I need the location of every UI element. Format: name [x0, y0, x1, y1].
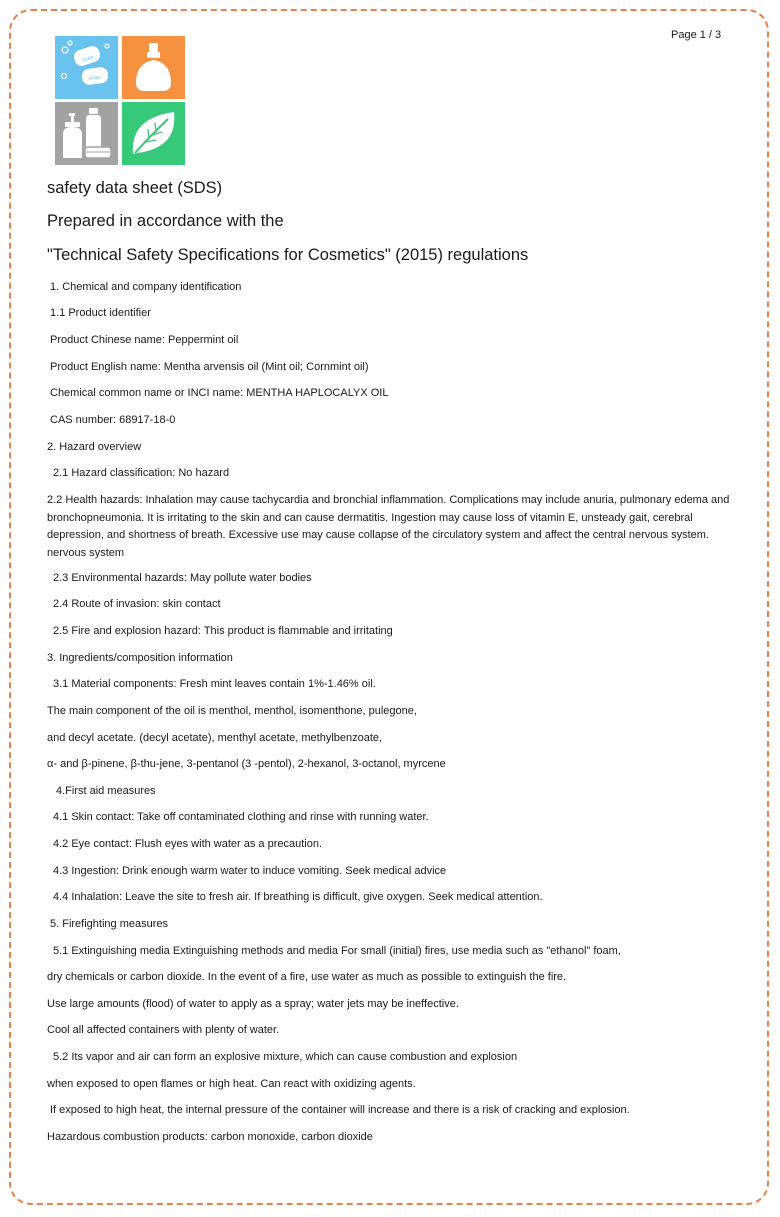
explosive-line-3: If exposed to high heat, the internal pressure of the container will increase and there is a risk of cracking and explosion. [50, 1104, 630, 1116]
document-title: safety data sheet (SDS) [47, 179, 223, 197]
product-english-name: Product English name: Mentha arvensis oil (Mint oil; Cornmint oil) [50, 361, 369, 373]
section-2-heading: 2. Hazard overview [47, 441, 142, 453]
hazard-classification: 2.1 Hazard classification: No hazard [53, 467, 230, 479]
inhalation: 4.4 Inhalation: Leave the site to fresh air. If breathing is difficult, give oxygen. Seek medical attention. [53, 891, 543, 903]
health-hazards: 2.2 Health hazards: Inhalation may cause tachycardia and bronchial inflammation. Complications may include anuria, pulmonary edema and bronchopneumonia. It is irritating to the skin and can cause dermatitis. Ingestion may cause loss of vitamin E, unsteady gait, cerebral depression, and shortness of breath. Excessive use may cause collapse of the circulatory system and affect the central nervous system. nervous system [47, 494, 730, 559]
ingestion: 4.3 Ingestion: Drink enough warm water to induce vomiting. Seek medical advice [53, 865, 447, 877]
extinguishing-line-3: Use large amounts (flood) of water to apply as a spray; water jets may be ineffective. [47, 998, 459, 1010]
environmental-hazards: 2.3 Environmental hazards: May pollute water bodies [53, 572, 312, 584]
product-chinese-name: Product Chinese name: Peppermint oil [50, 334, 239, 346]
explosive-line-2: when exposed to open flames or high heat. Can react with oxidizing agents. [47, 1078, 416, 1090]
explosive-mixture: 5.2 Its vapor and air can form an explosive mixture, which can cause combustion and explosion [53, 1051, 518, 1063]
svg-text:soap: soap [87, 74, 101, 82]
document-subtitle: Prepared in accordance with the [47, 212, 284, 230]
components-line-2: and decyl acetate. (decyl acetate), menthyl acetate, methylbenzoate, [47, 732, 383, 744]
lotion-bottles-icon [55, 102, 118, 165]
fire-explosion-hazard: 2.5 Fire and explosion hazard: This product is flammable and irritating [53, 625, 393, 637]
cas-number: CAS number: 68917-18-0 [50, 414, 176, 426]
route-of-invasion: 2.4 Route of invasion: skin contact [53, 598, 221, 610]
hazardous-combustion-products: Hazardous combustion products: carbon monoxide, carbon dioxide [47, 1131, 373, 1143]
section-1-1-heading: 1.1 Product identifier [50, 307, 151, 319]
skin-contact: 4.1 Skin contact: Take off contaminated clothing and rinse with running water. [53, 811, 429, 823]
extinguishing-line-2: dry chemicals or carbon dioxide. In the event of a fire, use water as much as possible to extinguish the fire. [47, 971, 567, 983]
components-line-1: The main component of the oil is menthol, menthol, isomenthone, pulegone, [47, 705, 417, 717]
inci-name: Chemical common name or INCI name: MENTHA HAPLOCALYX OIL [50, 387, 389, 399]
section-5-heading: 5. Firefighting measures [50, 918, 168, 930]
material-components: 3.1 Material components: Fresh mint leaves contain 1%-1.46% oil. [53, 678, 376, 690]
eye-contact: 4.2 Eye contact: Flush eyes with water as a precaution. [53, 838, 323, 850]
extinguishing-line-4: Cool all affected containers with plenty of water. [47, 1024, 280, 1036]
soap-bars-icon [55, 36, 118, 99]
regulation-title: "Technical Safety Specifications for Cosmetics" (2015) regulations [47, 246, 529, 264]
company-logo [55, 36, 185, 165]
page-number: Page 1 / 3 [671, 29, 722, 41]
svg-text:soap: soap [81, 54, 95, 64]
extinguishing-media: 5.1 Extinguishing media Extinguishing methods and media For small (initial) fires, use media such as "ethanol" foam, [53, 945, 621, 957]
components-line-3: α- and β-pinene, β-thu-jene, 3-pentanol (3 -pentol), 2-hexanol, 3-octanol, myrcene [47, 758, 446, 770]
perfume-bottle-icon [122, 36, 185, 99]
section-1-heading: 1. Chemical and company identification [50, 281, 242, 293]
leaf-icon [122, 102, 185, 165]
section-4-heading: 4.First aid measures [56, 785, 156, 797]
section-3-heading: 3. Ingredients/composition information [47, 652, 233, 664]
